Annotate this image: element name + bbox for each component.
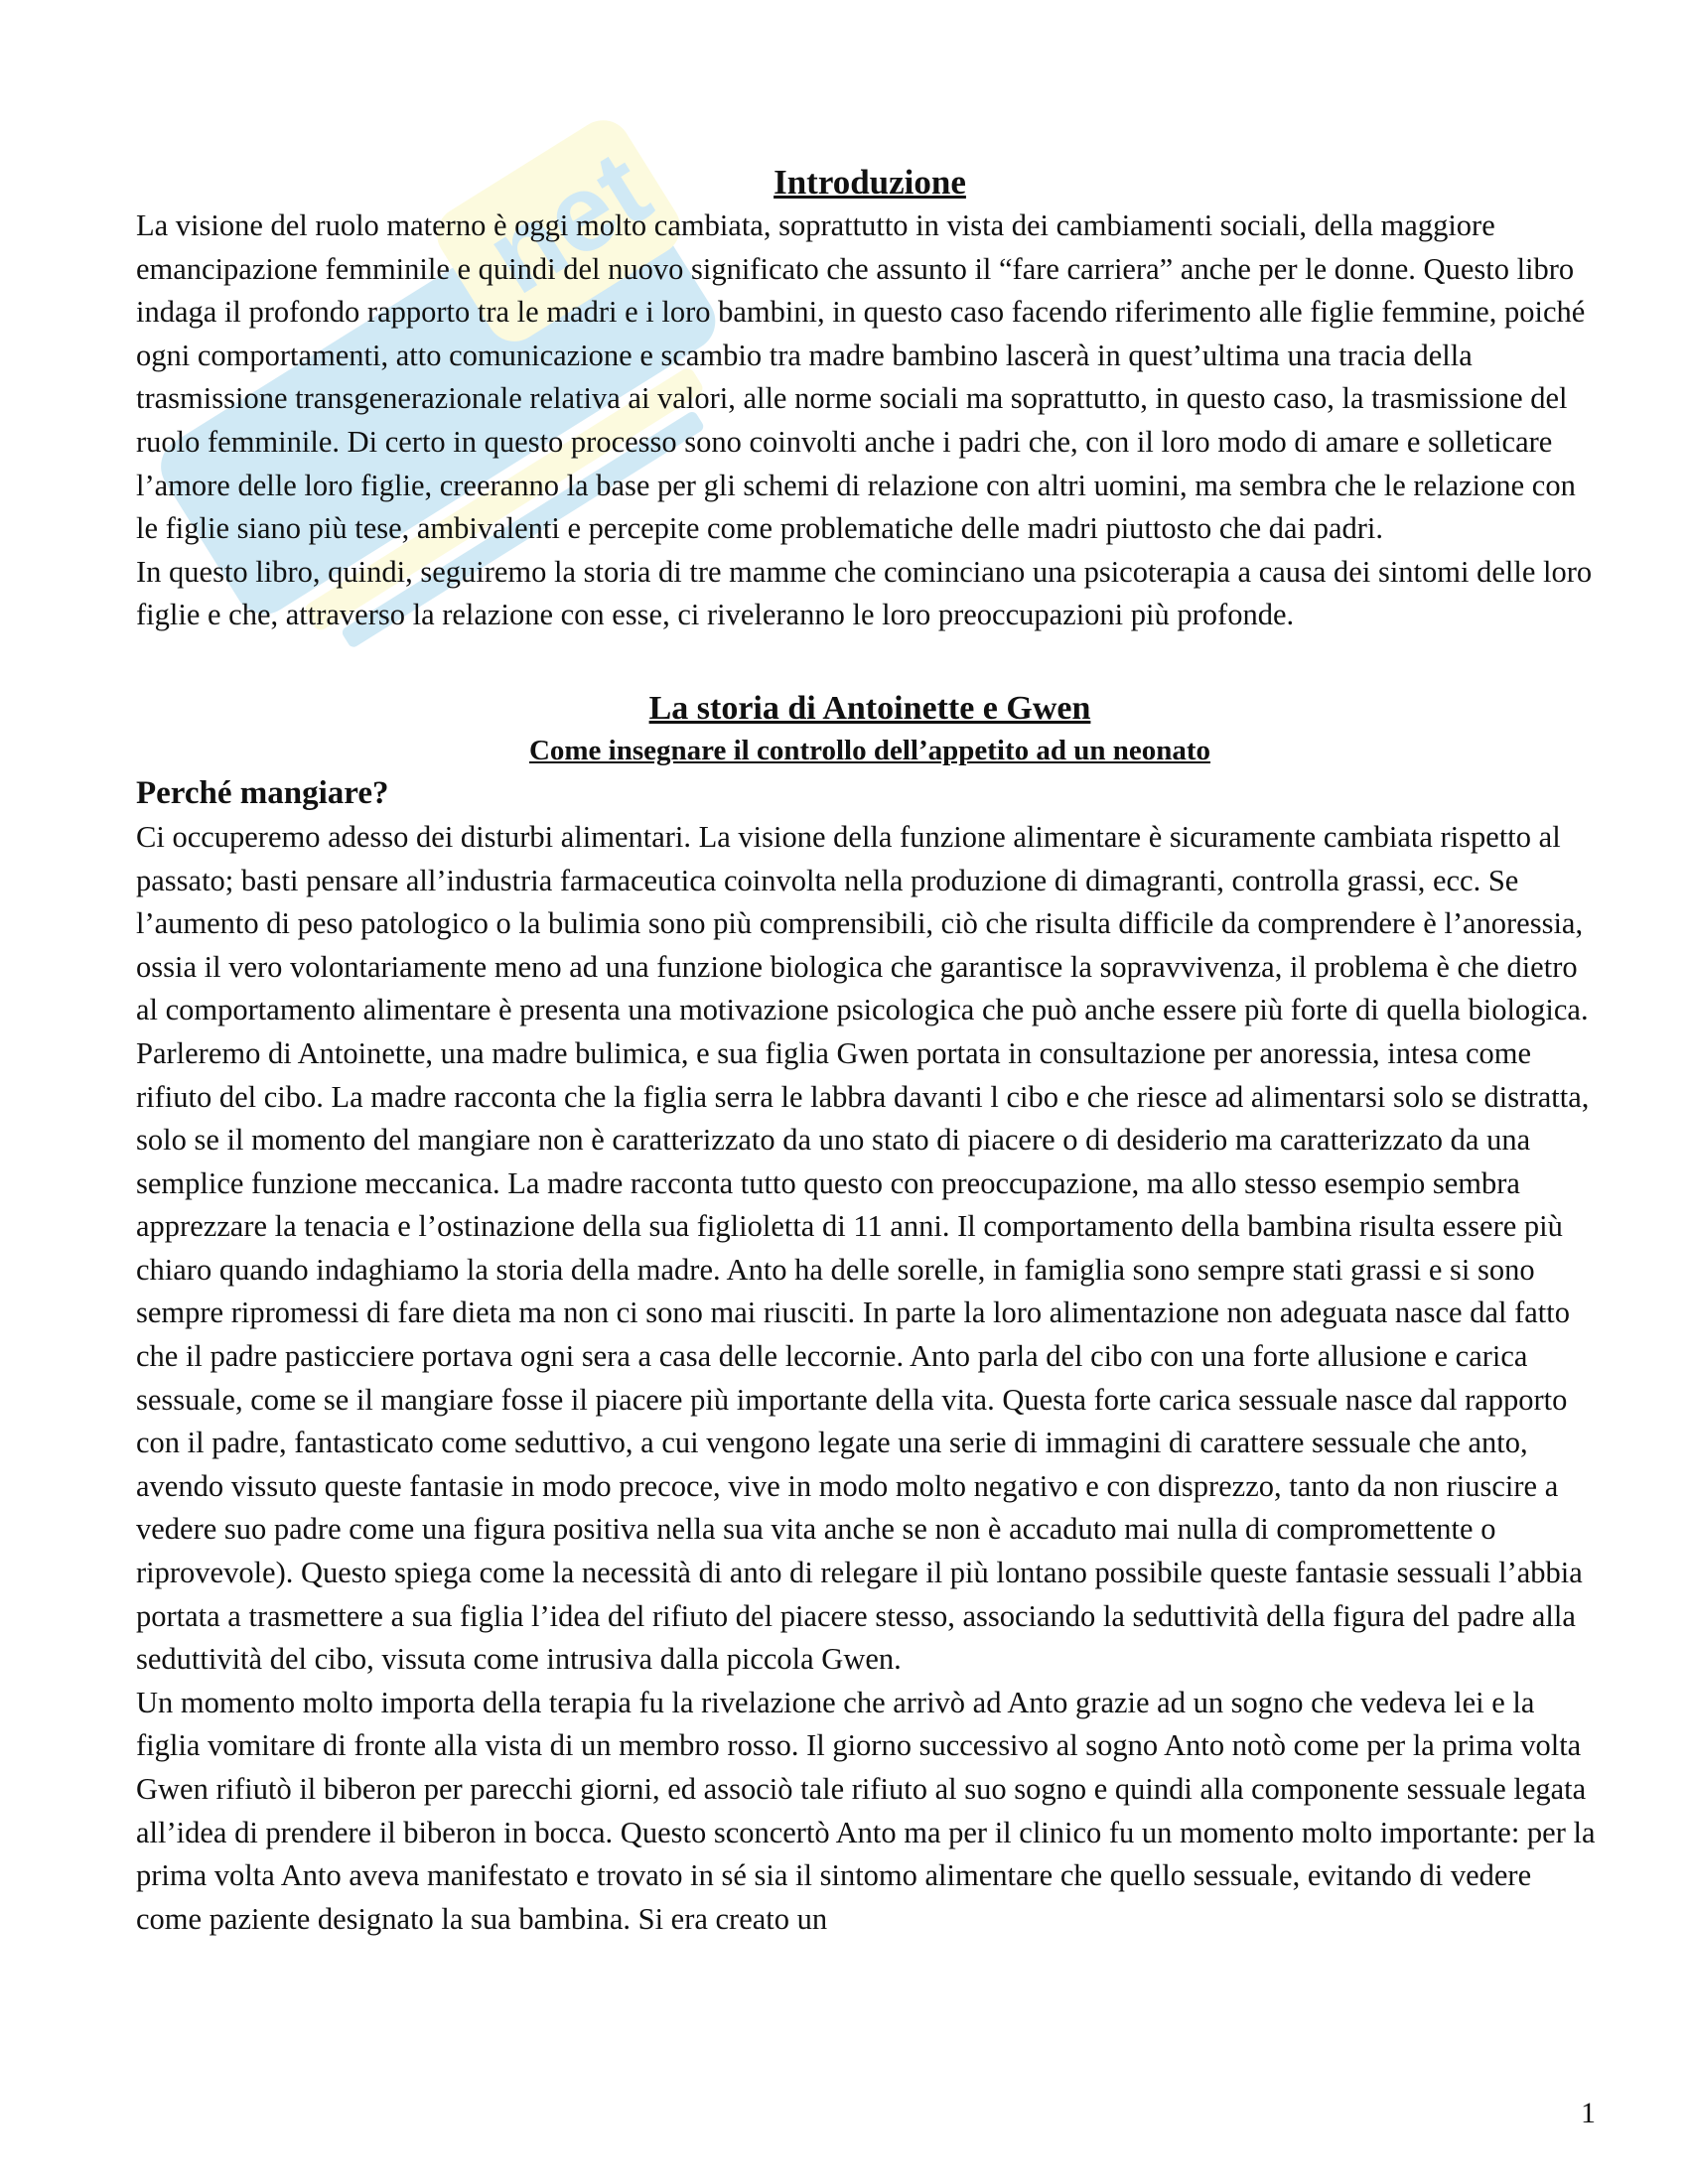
intro-heading: Introduzione bbox=[774, 163, 966, 202]
story-paragraph-3: Un momento molto importa della terapia fu la rivelazione che arrivò ad Anto grazie ad un sogno che vedeva lei e la figlia vomitare di fronte alla vista di un membro rosso. Il giorno successivo al sogno Anto notò come per la prima volta Gwen rifiutò il biberon per parecchi giorni, ed associò tale rifiuto al suo sogno e quindi alla componente sessuale legata all’idea di prendere il biberon in bocca. Questo sconcertò Anto ma per il clinico fu un momento molto importante: per la prima volta Anto aveva manifestato e trovato in sé sia il sintomo alimentare che quello sessuale, evitando di vedere come paziente designato la sua bambina. Si era creato un bbox=[136, 1685, 1596, 1936]
section-heading: Perché mangiare? bbox=[136, 774, 389, 811]
intro-paragraph-2: In questo libro, quindi, seguiremo la storia di tre mamme che cominciano una psicoterapia a causa dei sintomi delle loro figlie e che, attraverso la relazione con esse, ci riveleranno le loro preoccupazioni più profonde. bbox=[136, 554, 1593, 632]
story-heading: La storia di Antoinette e Gwen bbox=[648, 689, 1091, 727]
section-gap bbox=[136, 637, 1604, 687]
story-paragraph-2: Parleremo di Antoinette, una madre bulimica, e sua figlia Gwen portata in consultazione per anoressia, intesa come rifiuto del cibo. La madre racconta che la figlia serra le labbra davanti l cibo e che riesce ad alimentarsi solo se distratta, solo se il momento del mangiare non è caratterizzato da uno stato di piacere o di desiderio ma caratterizzato da una semplice funzione meccanica. La madre racconta tutto questo con preoccupazione, ma allo stesso esempio sembra apprezzare la tenacia e l’ostinazione della sua figlioletta di 11 anni. Il comportamento della bambina risulta essere più chiaro quando indaghiamo la storia della madre. Anto ha delle sorelle, in famiglia sono sempre stati grassi e si sono sempre ripromessi di fare dieta ma non ci sono mai riusciti. In parte la loro alimentazione non adeguata nasce dal fatto che il padre pasticciere portava ogni sera a casa delle leccornie. Anto parla del cibo con una forte allusione e carica sessuale, come se il mangiare fosse il piacere più importante della vita. Questa forte carica sessuale nasce dal rapporto con il padre, fantasticato come seduttivo, a cui vengono legate una serie di immagini di carattere sessuale che anto, avendo vissuto queste fantasie in modo precoce, vive in modo molto negativo e con disprezzo, tanto da non riuscire a vedere suo padre come una figura positiva nella sua vita anche se non è accaduto mai nulla di compromettente o riprovevole). Questo spiega come la necessità di anto di relegare il più lontano possibile queste fantasie sessuali l’abbia portata a trasmettere a sua figlia l’idea del rifiuto del piacere stesso, associando la seduttività della figura del padre alla seduttività del cibo, vissuta come intrusiva dalla piccola Gwen. bbox=[136, 1035, 1590, 1677]
intro-paragraph-1: La visione del ruolo materno è oggi molto cambiata, soprattutto in vista dei cambiamenti sociali, della maggiore emancipazione femminile e quindi del nuovo significato che assunto il “fare carriera” anche per le donne. Questo libro indaga il profondo rapporto tra le madri e i loro bambini, in questo caso facendo riferimento alle figlie femmine, poiché ogni comportamenti, atto comunicazione e scambio tra madre bambino lascerà in quest’ultima una tracia della trasmissione transgenerazionale relativa ai valori, alle norme sociali ma soprattutto, in questo caso, la trasmissione del ruolo femminile. Di certo in questo processo sono coinvolti anche i padri che, con il loro modo di amare e solleticare l’amore delle loro figlie, creeranno la base per gli schemi di relazione con altri uomini, ma sembra che le relazione con le figlie siano più tese, ambivalenti e percepite come problematiche delle madri piuttosto che dai padri. bbox=[136, 208, 1586, 546]
story-subheading: Come insegnare il controllo dell’appetito ad un neonato bbox=[528, 734, 1211, 766]
story-paragraph-1: Ci occuperemo adesso dei disturbi alimentari. La visione della funzione alimentare è sicuramente cambiata rispetto al passato; basti pensare all’industria farmaceutica coinvolta nella produzione di dimagranti, controlla grassi, ecc. Se l’aumento di peso patologico o la bulimia sono più comprensibili, ciò che risulta difficile da comprendere è l’anoressia, ossia il vero volontariamente meno ad una funzione biologica che garantisce la sopravvivenza, il problema è che dietro al comportamento alimentare è presenta una motivazione psicologica che può anche essere più forte di quella biologica. bbox=[136, 819, 1589, 1027]
page-number: 1 bbox=[1581, 2097, 1596, 2129]
watermark-text: net bbox=[466, 126, 670, 318]
document-page bbox=[136, 161, 1604, 1941]
